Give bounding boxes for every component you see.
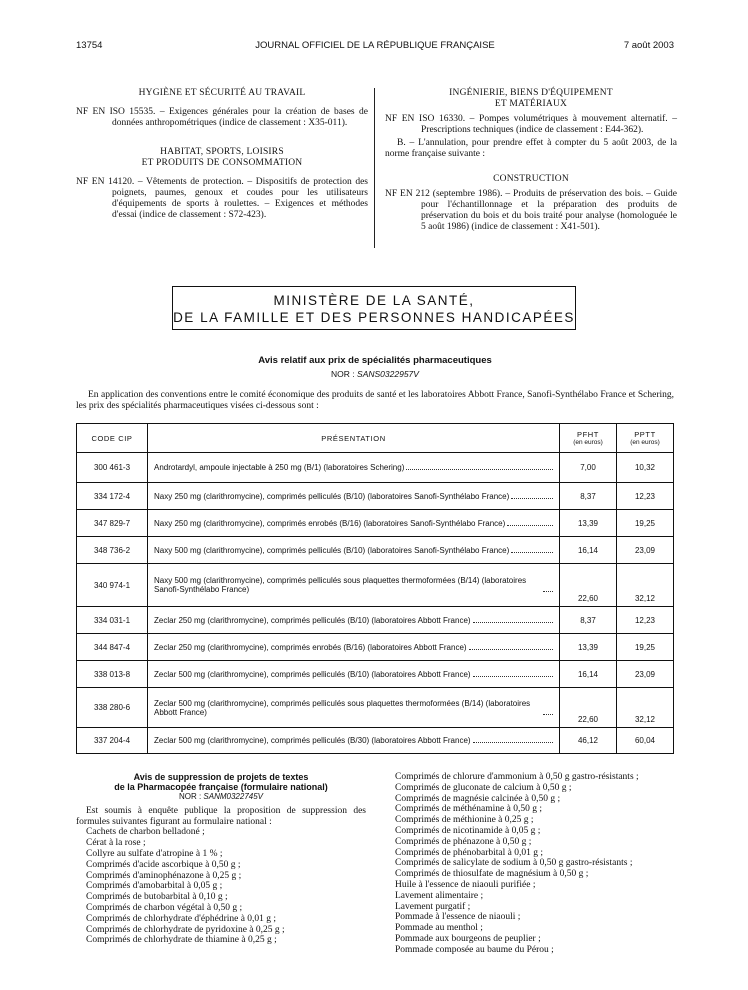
pptt-cell: 23,09	[617, 537, 674, 564]
presentation-text: Naxy 250 mg (clarithromycine), comprimés enrobés (B/16) (laboratoires Sanofi-Synthélabo France)	[154, 518, 506, 528]
presentation-cell	[148, 453, 560, 483]
list-item: Cérat à la rose ;	[86, 838, 146, 849]
pptt-cell: 19,25	[617, 634, 674, 661]
avis-suppression-left-column	[76, 772, 366, 946]
list-item: Pommade au menthol ;	[395, 923, 483, 934]
presentation-cell	[148, 564, 560, 607]
cip-code-cell: 347 829-7	[77, 510, 148, 537]
list-item: Comprimés de charbon végétal à 0,50 g ;	[86, 902, 243, 913]
cip-code-cell: 348 736-2	[77, 537, 148, 564]
pfht-cell: 46,12	[560, 728, 617, 754]
norm-iso-15535: NF EN ISO 15535. – Exigences générales pour la création de bases de données anthropométriques (indice de classement : X35-011).	[76, 107, 368, 128]
presentation-text: Zeclar 500 mg (clarithromycine), comprimés pelliculés (B/10) (laboratoires Abbott France)	[154, 669, 471, 679]
pfht-cell: 13,39	[560, 510, 617, 537]
list-item: Pommade composée au baume du Pérou ;	[395, 944, 554, 955]
list-item: Lavement alimentaire ;	[395, 890, 484, 901]
table-row	[77, 564, 674, 607]
table-row	[77, 607, 674, 634]
presentation-text: Naxy 250 mg (clarithromycine), comprimés pelliculés (B/10) (laboratoires Sanofi-Synthélabo France)	[154, 491, 510, 501]
list-item: Comprimés de gluconate de calcium à 0,50 g ;	[395, 782, 572, 793]
section-title-construction: CONSTRUCTION	[493, 174, 569, 184]
list-item: Comprimés de chlorure d'ammonium à 0,50 g gastro-résistants ;	[395, 772, 639, 782]
norm-en-212: NF EN 212 (septembre 1986). – Produits de préservation des bois. – Guide pour l'échantillonnage et la préparation des produits de préservation du bois et du bois traité pour analyse (homologuée le 5 août 1986) (indice de classement : X41-501).	[385, 189, 677, 232]
list-item: Comprimés d'aminophénazone à 0,25 g ;	[86, 870, 242, 881]
presentation-text: Zeclar 250 mg (clarithromycine), comprimés enrobés (B/16) (laboratoires Abbott France)	[154, 642, 467, 652]
list-item: Comprimés de thiosulfate de magnésium à 0,50 g ;	[395, 869, 589, 880]
pptt-cell: 23,09	[617, 661, 674, 688]
avis-suppression-nor: NOR : SANM0322745V	[178, 792, 264, 801]
cip-code-cell: 338 280-6	[77, 688, 148, 728]
list-item: Comprimés d'amobarbital à 0,05 g ;	[86, 881, 223, 892]
list-item: Comprimés de phénobarbital à 0,01 g ;	[395, 847, 544, 858]
avis-suppression-title-2: de la Pharmacopée française (formulaire national)	[114, 782, 328, 792]
norm-en-14120: NF EN 14120. – Vêtements de protection. – Dispositifs de protection des poignets, paumes, genoux et coudes pour les utilisateurs d'équipements de sports à roulettes. – Exigences et méthodes d'essai (indice de classement : S72-423).	[76, 177, 368, 220]
pptt-cell: 12,23	[617, 607, 674, 634]
avis-suppression-title-1: Avis de suppression de projets de textes	[133, 772, 309, 782]
presentation-text: Zeclar 500 mg (clarithromycine), comprimés pelliculés sous plaquettes thermoformées (B/14) (laboratoires Abbott France)	[154, 698, 531, 717]
list-item: Pommade aux bourgeons de peuplier ;	[395, 933, 541, 944]
pfht-cell: 13,39	[560, 634, 617, 661]
pfht-cell: 8,37	[560, 483, 617, 510]
header-pfht: PFHT (en euros)	[560, 424, 617, 453]
cip-code-cell: 334 172-4	[77, 483, 148, 510]
cip-code-cell: 300 461-3	[77, 453, 148, 483]
leader-dots	[543, 714, 553, 715]
annulation-notice: B. – L'annulation, pour prendre effet à compter du 5 août 2003, de la norme française suivante :	[385, 138, 677, 159]
leader-dots	[406, 469, 553, 470]
cip-code-cell: 337 204-4	[77, 728, 148, 754]
header-pptt: PPTT (en euros)	[617, 424, 674, 453]
header-presentation: PRÉSENTATION	[148, 424, 560, 453]
table-row	[77, 483, 674, 510]
list-item: Comprimés de phénazone à 0,50 g ;	[395, 836, 532, 847]
leader-dots	[473, 622, 553, 623]
norm-iso-16330: NF EN ISO 16330. – Pompes volumétriques à mouvement alternatif. – Prescriptions techniques (indice de classement : E44-362).	[385, 114, 677, 135]
table-row	[77, 453, 674, 483]
list-item: Cachets de charbon belladoné ;	[86, 827, 205, 838]
prices-table	[76, 423, 674, 754]
presentation-cell	[148, 607, 560, 634]
left-top-column	[76, 88, 368, 221]
presentation-cell	[148, 634, 560, 661]
section-title-ingenierie-2: ET MATÉRIAUX	[494, 99, 568, 109]
list-item: Comprimés de butobarbital à 0,10 g ;	[86, 892, 228, 903]
avis-suppression-intro: Est soumis à enquête publique la proposition de suppression des formules suivantes figurant au formulaire national :	[76, 805, 366, 827]
list-item: Huile à l'essence de niaouli purifiée ;	[395, 879, 536, 890]
section-title-ingenierie-1: INGÉNIERIE, BIENS D'ÉQUIPEMENT	[449, 88, 613, 98]
leader-dots	[511, 498, 553, 499]
ministry-line-1: MINISTÈRE DE LA SANTÉ,	[273, 293, 475, 308]
list-item: Comprimés de chlorhydrate de pyridoxine à 0,25 g ;	[86, 924, 285, 935]
section-title-habitat-1: HABITAT, SPORTS, LOISIRS	[160, 147, 284, 157]
presentation-cell	[148, 537, 560, 564]
cip-code-cell: 334 031-1	[77, 607, 148, 634]
list-item: Comprimés de méthionine à 0,25 g ;	[395, 815, 534, 826]
pfht-cell: 16,14	[560, 537, 617, 564]
presentation-cell	[148, 661, 560, 688]
presentation-text: Androtardyl, ampoule injectable à 250 mg (B/1) (laboratoires Schering)	[154, 463, 405, 472]
journal-title: JOURNAL OFFICIEL DE LA RÉPUBLIQUE FRANÇAISE	[255, 40, 495, 51]
leader-dots	[543, 591, 553, 592]
pptt-cell: 19,25	[617, 510, 674, 537]
presentation-cell	[148, 510, 560, 537]
pptt-cell: 32,12	[617, 688, 674, 728]
list-item: Comprimés de méthénamine à 0,50 g ;	[395, 804, 542, 815]
pptt-cell: 10,32	[617, 453, 674, 483]
header-code-cip: CODE CIP	[77, 424, 148, 453]
column-divider	[374, 88, 375, 248]
presentation-cell	[148, 728, 560, 754]
presentation-cell	[148, 483, 560, 510]
table-row	[77, 661, 674, 688]
right-top-column	[385, 88, 677, 233]
avis-prix-intro: En application des conventions entre le comité économique des produits de santé et les laboratoires Abbott France, Sanofi-Synthélabo France et Schering, les prix des spécialités pharmaceutiques visées ci-dessous sont :	[76, 390, 674, 411]
issue-date: 7 août 2003	[623, 40, 674, 51]
table-header-row	[77, 424, 674, 453]
presentation-text: Naxy 500 mg (clarithromycine), comprimés pelliculés sous plaquettes thermoformées (B/14) (laboratoires Sanofi-Synthélabo France)	[154, 576, 527, 594]
leader-dots	[469, 649, 553, 650]
formula-list-left	[76, 827, 366, 946]
pfht-cell: 16,14	[560, 661, 617, 688]
list-item: Comprimés de nicotinamide à 0,05 g ;	[395, 825, 541, 836]
list-item: Lavement purgatif ;	[395, 901, 471, 912]
leader-dots	[511, 552, 553, 553]
table-row	[77, 728, 674, 754]
pptt-cell: 60,04	[617, 728, 674, 754]
table-row	[77, 634, 674, 661]
section-title-habitat-2: ET PRODUITS DE CONSOMMATION	[141, 158, 303, 168]
table-row	[77, 688, 674, 728]
pptt-cell: 12,23	[617, 483, 674, 510]
avis-suppression-right-column	[385, 772, 675, 956]
table-row	[77, 537, 674, 564]
pfht-cell: 22,60	[560, 564, 617, 607]
section-title-hygiene: HYGIÈNE ET SÉCURITÉ AU TRAVAIL	[138, 88, 306, 98]
table-row	[77, 510, 674, 537]
presentation-text: Zeclar 500 mg (clarithromycine), comprimés pelliculés (B/30) (laboratoires Abbott France)	[154, 736, 471, 745]
list-item: Pommade à l'essence de niaouli ;	[395, 912, 521, 923]
list-item: Comprimés de salicylate de sodium à 0,50 g gastro-résistants ;	[395, 858, 633, 869]
list-item: Comprimés de chlorhydrate de thiamine à 0,25 g ;	[86, 935, 277, 946]
cip-code-cell: 338 013-8	[77, 661, 148, 688]
list-item: Collyre au sulfate d'atropine à 1 % ;	[86, 848, 223, 859]
table-body	[77, 453, 674, 754]
nor-code: SANS0322957V	[357, 369, 419, 379]
list-item: Comprimés d'acide ascorbique à 0,50 g ;	[86, 859, 241, 870]
ministry-line-2: DE LA FAMILLE ET DES PERSONNES HANDICAPÉES	[173, 310, 575, 325]
ministry-heading-box	[172, 286, 576, 330]
pptt-cell: 32,12	[617, 564, 674, 607]
presentation-text: Zeclar 250 mg (clarithromycine), comprimés pelliculés (B/10) (laboratoires Abbott France)	[154, 615, 471, 625]
page-number: 13754	[76, 40, 103, 51]
leader-dots	[507, 525, 553, 526]
avis-prix-nor: NOR : SANS0322957V	[331, 369, 419, 379]
leader-dots	[473, 676, 553, 677]
cip-code-cell: 344 847-4	[77, 634, 148, 661]
cip-code-cell: 340 974-1	[77, 564, 148, 607]
presentation-text: Naxy 500 mg (clarithromycine), comprimés pelliculés (B/10) (laboratoires Sanofi-Synthélabo France)	[154, 545, 510, 555]
formula-list-right	[385, 772, 675, 956]
presentation-cell	[148, 688, 560, 728]
avis-prix-title: Avis relatif aux prix de spécialités pharmaceutiques	[258, 355, 492, 366]
list-item: Comprimés de magnésie calcinée à 0,50 g ;	[395, 793, 561, 804]
pfht-cell: 8,37	[560, 607, 617, 634]
pfht-cell: 22,60	[560, 688, 617, 728]
leader-dots	[473, 742, 553, 743]
pfht-cell: 7,00	[560, 453, 617, 483]
list-item: Comprimés de chlorhydrate d'éphédrine à 0,01 g ;	[86, 913, 277, 924]
